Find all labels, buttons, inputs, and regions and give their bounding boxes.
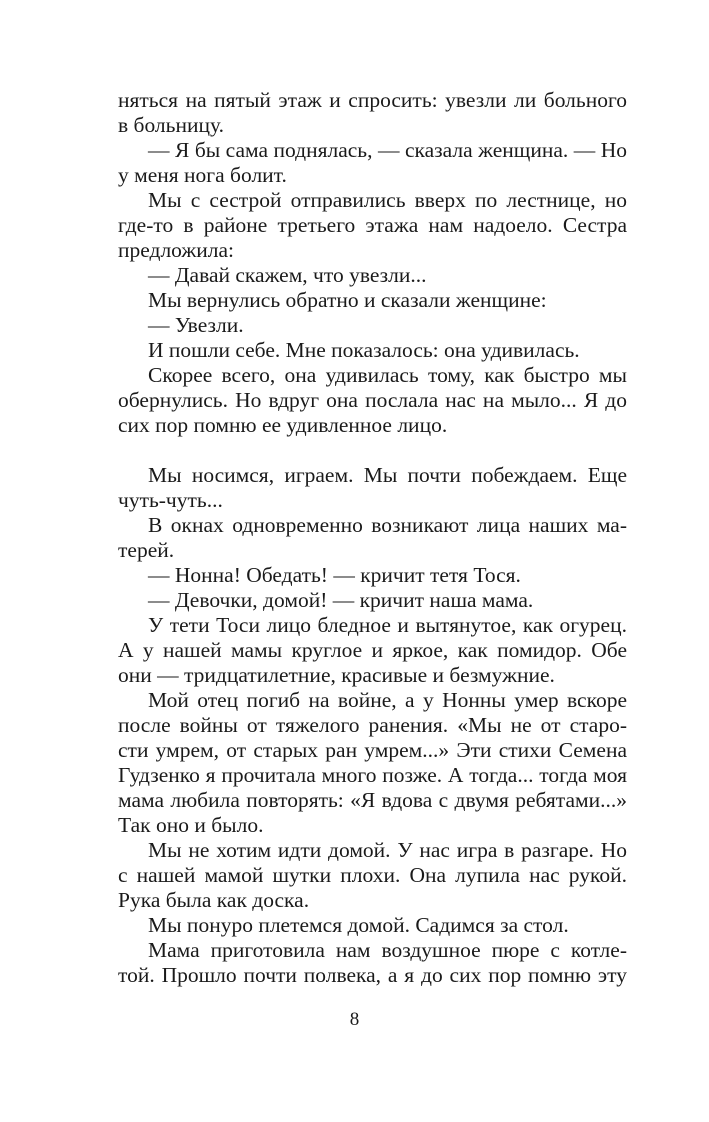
text-line: Мой отец погиб на войне, а у Нонны умер вскоре	[148, 688, 627, 712]
text-line: Мы вернулись обратно и сказали женщине:	[148, 288, 547, 312]
text-line: Мы носимся, играем. Мы почти побеждаем. Еще	[148, 463, 627, 487]
text-line: после войны от тяжелого ранения. «Мы не от старо-	[118, 713, 627, 737]
text-line: В окнах одновременно возникают лица наших ма-	[148, 513, 627, 537]
text-line: — Нонна! Обедать! — кричит тетя Тося.	[148, 563, 521, 587]
text-line: обернулись. Но вдруг она послала нас на мыло... Я до	[118, 388, 627, 412]
text-line: Гудзенко я прочитала много позже. А тогда... тогда моя	[118, 763, 627, 787]
text-line: Рука была как доска.	[118, 888, 310, 912]
text-line: предложила:	[118, 238, 235, 262]
text-line: чуть-чуть...	[118, 488, 223, 512]
text-block-2	[118, 463, 627, 988]
text-line: мама любила повторять: «Я вдова с двумя ребятами...»	[118, 788, 627, 812]
text-line: Мы с сестрой отправились вверх по лестнице, но	[148, 188, 627, 212]
text-line: — Увезли.	[148, 313, 244, 337]
text-line: в больницу.	[118, 113, 224, 137]
text-line: — Девочки, домой! — кричит наша мама.	[148, 588, 534, 612]
text-line: они — тридцатилетние, красивые и безмужние.	[118, 663, 555, 687]
text-block-1	[118, 88, 627, 438]
text-line: Мы не хотим идти домой. У нас игра в разгаре. Но	[148, 838, 627, 862]
text-line: — Давай скажем, что увезли...	[148, 263, 427, 287]
text-line: няться на пятый этаж и спросить: увезли ли больного	[118, 88, 627, 112]
text-line: Скорее всего, она удивилась тому, как быстро мы	[148, 363, 627, 387]
section-break	[118, 438, 627, 463]
text-line: Так оно и было.	[118, 813, 264, 837]
page-number: 8	[349, 1009, 360, 1030]
text-line: Мы понуро плетемся домой. Садимся за стол.	[148, 913, 569, 937]
text-line: — Я бы сама поднялась, — сказала женщина. — Но	[148, 138, 627, 162]
text-line: Мама приготовила нам воздушное пюре с котле-	[148, 938, 627, 962]
text-line: у меня нога болит.	[118, 163, 287, 187]
text-line: где-то в районе третьего этажа нам надоело. Сестра	[118, 213, 627, 237]
text-line: А у нашей мамы круглое и яркое, как помидор. Обе	[118, 638, 627, 662]
text-line: сих пор помню ее удивленное лицо.	[118, 413, 448, 437]
page-body	[118, 88, 627, 988]
text-line: сти умрем, от старых ран умрем...» Эти стихи Семена	[118, 738, 627, 762]
text-line: той. Прошло почти полвека, а я до сих пор помню эту	[118, 963, 627, 987]
text-line: И пошли себе. Мне показалось: она удивилась.	[148, 338, 580, 362]
text-line: терей.	[118, 538, 175, 562]
text-line: У тети Тоси лицо бледное и вытянутое, как огурец.	[148, 613, 627, 637]
text-line: с нашей мамой шутки плохи. Она лупила нас рукой.	[118, 863, 627, 887]
